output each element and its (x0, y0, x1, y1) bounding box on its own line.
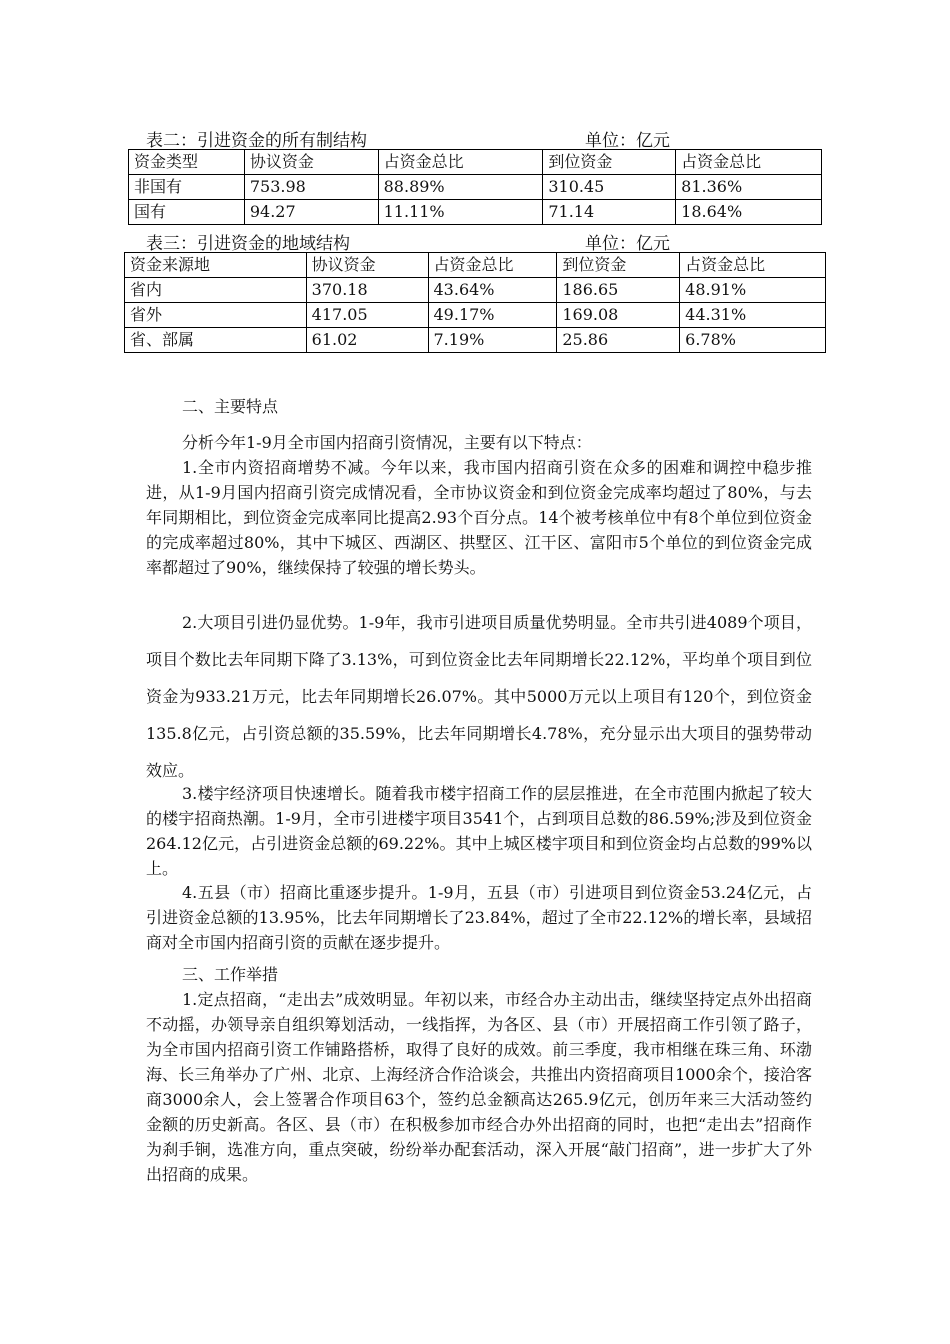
table2-caption: 表二：引进资金的所有制结构 (146, 131, 367, 151)
table-cell: 370.18 (306, 278, 428, 303)
table-cell: 省外 (125, 303, 307, 328)
table-cell: 11.11% (378, 200, 543, 225)
table-cell: 417.05 (306, 303, 428, 328)
paragraph-feature-4: 4.五县（市）招商比重逐步提升。1-9月，五县（市）引进项目到位资金53.24亿元，占引进资金总额的13.95%，比去年同期增长了23.84%，超过了全市22.12%的增长率，县域招商对全市国内招商引资的贡献在逐步提升。 (146, 883, 812, 952)
table-header-cell: 协议资金 (306, 253, 428, 278)
table-header-cell: 资金类型 (129, 150, 245, 175)
table-cell: 81.36% (676, 175, 822, 200)
table-cell: 25.86 (557, 328, 680, 353)
table-cell: 49.17% (428, 303, 557, 328)
table-cell: 18.64% (676, 200, 822, 225)
section-intro: 分析今年1-9月全市国内招商引资情况，主要有以下特点： (182, 433, 592, 452)
paragraph-feature-2: 2.大项目引进仍显优势。1-9年，我市引进项目质量优势明显。全市共引进4089个项目，项目个数比去年同期下降了3.13%，可到位资金比去年同期增长22.12%，平均单个项目到位资金为933.21万元，比去年同期增长26.07%。其中5000万元以上项目有120个，到位资金135.8亿元，占引资总额的35.59%，比去年同期增长4.78%，充分显示出大项目的强势带动效应。 (146, 613, 812, 780)
table-header-cell: 占资金总比 (428, 253, 557, 278)
table-cell: 国有 (129, 200, 245, 225)
table3-caption: 表三：引进资金的地域结构 (146, 234, 350, 254)
table-cell: 省内 (125, 278, 307, 303)
table-header-cell: 到位资金 (543, 150, 676, 175)
table-header-cell: 占资金总比 (676, 150, 822, 175)
table2-unit: 单位：亿元 (585, 131, 670, 151)
table-header-cell: 协议资金 (244, 150, 378, 175)
table-cell: 310.45 (543, 175, 676, 200)
table-header-cell: 占资金总比 (680, 253, 826, 278)
paragraph-feature-3: 3.楼宇经济项目快速增长。随着我市楼宇招商工作的层层推进，在全市范围内掀起了较大的楼宇招商热潮。1-9月，全市引进楼宇项目3541个，占到项目总数的86.59%;涉及到位资金264.12亿元，占引进资金总额的69.22%。其中上城区楼宇项目和到位资金均占总数的99%以上。 (146, 784, 812, 878)
table2-ownership-structure (128, 149, 822, 225)
table-cell: 48.91% (680, 278, 826, 303)
table-cell: 88.89% (378, 175, 543, 200)
table-header-cell: 到位资金 (557, 253, 680, 278)
table-cell: 7.19% (428, 328, 557, 353)
table-row (125, 328, 826, 353)
table-cell: 61.02 (306, 328, 428, 353)
table-row (129, 175, 822, 200)
table3-unit: 单位：亿元 (585, 234, 670, 254)
table-cell: 753.98 (244, 175, 378, 200)
table-cell: 71.14 (543, 200, 676, 225)
table-header-cell: 资金来源地 (125, 253, 307, 278)
table-cell: 非国有 (129, 175, 245, 200)
table-cell: 6.78% (680, 328, 826, 353)
table-row (125, 303, 826, 328)
table-cell: 169.08 (557, 303, 680, 328)
table-cell: 省、部属 (125, 328, 307, 353)
section-heading-main-features: 二、主要特点 (182, 397, 279, 416)
table-cell: 43.64% (428, 278, 557, 303)
table-cell: 186.65 (557, 278, 680, 303)
table-header-row (125, 253, 826, 278)
paragraph-feature-1: 1.全市内资招商增势不减。今年以来，我市国内招商引资在众多的困难和调控中稳步推进，从1-9月国内招商引资完成情况看，全市协议资金和到位资金完成率均超过了80%，与去年同期相比，到位资金完成率同比提高2.93个百分点。14个被考核单位中有8个单位到位资金的完成率超过80%，其中下城区、西湖区、拱墅区、江干区、富阳市5个单位的到位资金完成率都超过了90%，继续保持了较强的增长势头。 (146, 458, 812, 577)
section-heading-work-measures: 三、工作举措 (182, 965, 279, 984)
table-row (125, 278, 826, 303)
table-cell: 94.27 (244, 200, 378, 225)
table-cell: 44.31% (680, 303, 826, 328)
table3-regional-structure (124, 252, 826, 353)
table-header-cell: 占资金总比 (378, 150, 543, 175)
table-row (129, 200, 822, 225)
table-header-row (129, 150, 822, 175)
paragraph-measure-1: 1.定点招商，“走出去”成效明显。年初以来，市经合办主动出击，继续坚持定点外出招商不动摇，办领导亲自组织筹划活动，一线指挥，为各区、县（市）开展招商工作引领了路子，为全市国内招商引资工作铺路搭桥，取得了良好的成效。前三季度，我市相继在珠三角、环渤海、长三角举办了广州、北京、上海经济合作洽谈会，共推出内资招商项目1000余个，接洽客商3000余人，会上签署合作项目63个，签约总金额高达265.9亿元，创历年来三大活动签约金额的历史新高。各区、县（市）在积极参加市经合办外出招商的同时，也把“走出去”招商作为刹手锏，选准方向，重点突破，纷纷举办配套活动，深入开展“敲门招商”，进一步扩大了外出招商的成果。 (146, 990, 812, 1184)
